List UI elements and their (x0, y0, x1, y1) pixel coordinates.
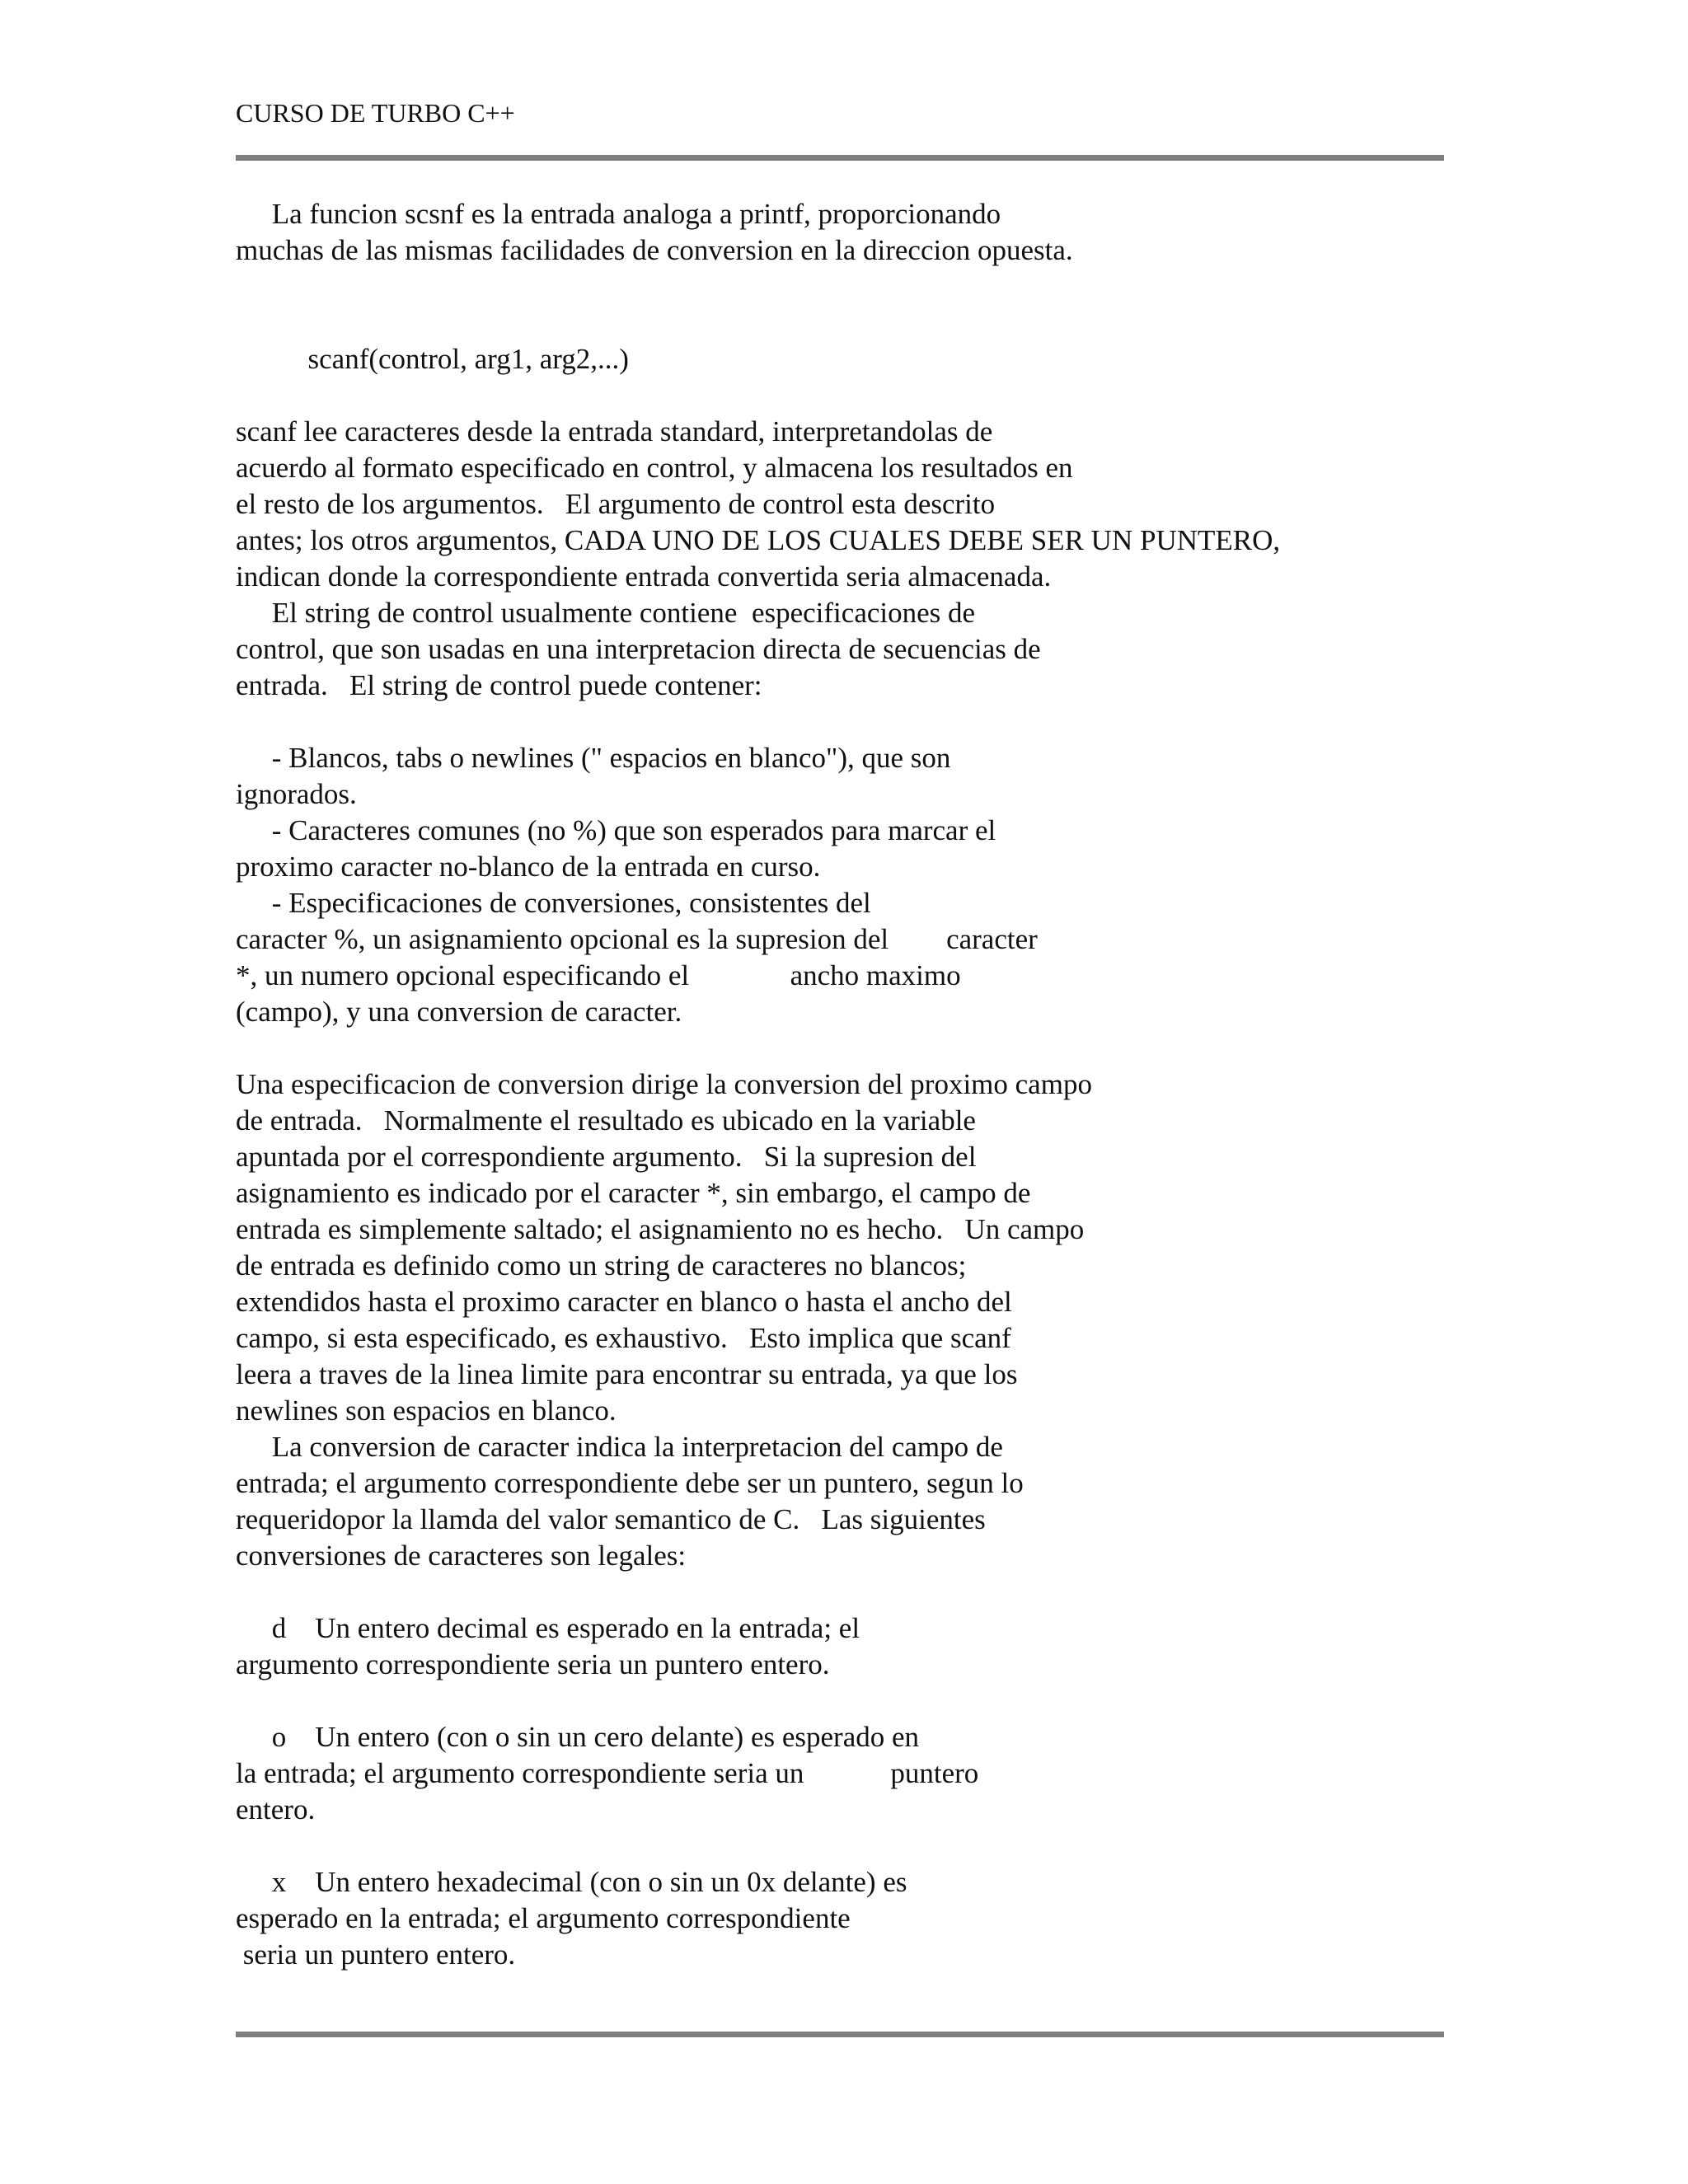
text-line: entrada. El string de control puede contener: (236, 669, 762, 701)
text-line: asignamiento es indicado por el caracter *, sin embargo, el campo de (236, 1177, 1031, 1209)
text-line: Una especificacion de conversion dirige la conversion del proximo campo (236, 1068, 1092, 1100)
text-line: la entrada; el argumento correspondiente seria un puntero (236, 1757, 979, 1789)
text-line: caracter %, un asignamiento opcional es la supresion del caracter (236, 923, 1038, 955)
text-line: (campo), y una conversion de caracter. (236, 996, 682, 1028)
text-line: muchas de las mismas facilidades de conversion en la direccion opuesta. (236, 234, 1073, 266)
blank-line (236, 1828, 1472, 1864)
blank-line (236, 1683, 1472, 1719)
text-line: leera a traves de la linea limite para encontrar su entrada, ya que los (236, 1358, 1018, 1390)
text-line: requeridopor la llamda del valor semantico de C. Las siguientes (236, 1503, 986, 1535)
text-line: acuerdo al formato especificado en control, y almacena los resultados en (236, 452, 1073, 484)
text-line: La funcion scsnf es la entrada analoga a printf, proporcionando (236, 198, 1001, 230)
text-line: ignorados. (236, 778, 357, 810)
text-line: scanf(control, arg1, arg2,...) (236, 343, 629, 375)
text-line: proximo caracter no-blanco de la entrada en curso. (236, 851, 821, 883)
text-line: el resto de los argumentos. El argumento de control esta descrito (236, 488, 996, 520)
footer-divider (236, 2032, 1444, 2037)
document-body (236, 196, 1472, 1973)
text-line: de entrada. Normalmente el resultado es ubicado en la variable (236, 1104, 976, 1137)
text-line: scanf lee caracteres desde la entrada standard, interpretandolas de (236, 415, 993, 448)
blank-line (236, 1030, 1472, 1066)
text-line: campo, si esta especificado, es exhaustivo. Esto implica que scanf (236, 1322, 1011, 1354)
text-line: *, un numero opcional especificando el ancho maximo (236, 959, 961, 991)
text-line: extendidos hasta el proximo caracter en blanco o hasta el ancho del (236, 1286, 1012, 1318)
blank-line (236, 704, 1472, 740)
text-line: apuntada por el correspondiente argumento. Si la supresion del (236, 1141, 977, 1173)
text-line: - Blancos, tabs o newlines (" espacios en blanco"), que son (236, 742, 951, 774)
text-line: de entrada es definido como un string de caracteres no blancos; (236, 1249, 967, 1282)
text-line: seria un puntero entero. (236, 1938, 516, 1971)
text-line: entrada; el argumento correspondiente debe ser un puntero, segun lo (236, 1467, 1024, 1499)
text-line: esperado en la entrada; el argumento correspondiente (236, 1902, 851, 1934)
page-header-title: CURSO DE TURBO C++ (236, 98, 515, 128)
text-line: - Especificaciones de conversiones, consistentes del (236, 887, 871, 919)
text-line: entero. (236, 1793, 316, 1825)
blank-line (236, 269, 1472, 305)
text-line: d Un entero decimal es esperado en la entrada; el (236, 1612, 860, 1644)
blank-line (236, 305, 1472, 341)
text-line: El string de control usualmente contiene especificaciones de (236, 597, 976, 629)
text-line: newlines son espacios en blanco. (236, 1394, 617, 1427)
blank-line (236, 377, 1472, 414)
text-line: o Un entero (con o sin un cero delante) es esperado en (236, 1721, 920, 1753)
header-divider (236, 155, 1444, 161)
text-line: entrada es simplemente saltado; el asignamiento no es hecho. Un campo (236, 1213, 1085, 1245)
text-line: x Un entero hexadecimal (con o sin un 0x delante) es (236, 1866, 907, 1898)
text-line: indican donde la correspondiente entrada convertida seria almacenada. (236, 560, 1052, 593)
text-line: argumento correspondiente seria un puntero entero. (236, 1648, 830, 1680)
text-line: conversiones de caracteres son legales: (236, 1540, 687, 1572)
text-line: antes; los otros argumentos, CADA UNO DE LOS CUALES DEBE SER UN PUNTERO, (236, 524, 1281, 556)
text-line: control, que son usadas en una interpretacion directa de secuencias de (236, 633, 1041, 665)
text-line: La conversion de caracter indica la interpretacion del campo de (236, 1431, 1003, 1463)
text-line: - Caracteres comunes (no %) que son esperados para marcar el (236, 814, 996, 846)
blank-line (236, 1574, 1472, 1610)
